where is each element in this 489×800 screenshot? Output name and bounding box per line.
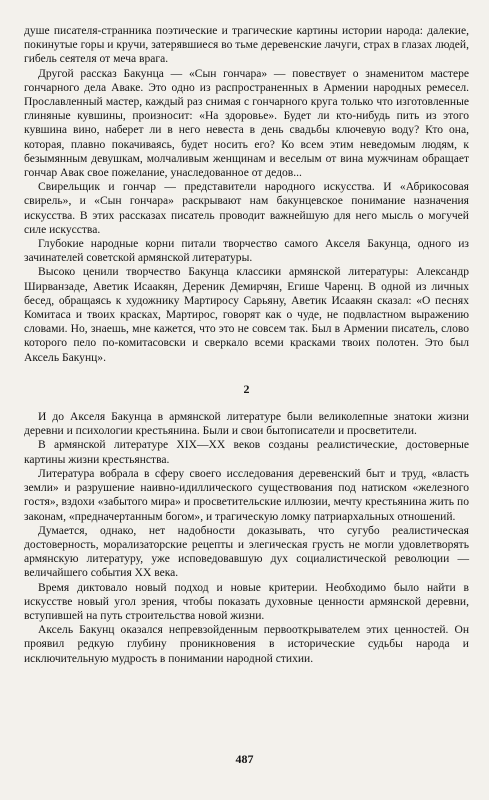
paragraph: Думается, однако, нет надобности доказывать, что сугубо реалистическая достоверность, морализаторские рецепты и элегическая грусть не могли удовлетворять армянскую литературу, уже исповедовавшую дух социалистической революции — величайшего события XX века. (24, 524, 469, 580)
spacer (24, 365, 469, 371)
paragraph: Свирельщик и гончар — представители народного искусства. И «Абрикосовая свирель», и «Сын гончара» раскрывают нам бакунцевское понимание назначения искусства. В этих рассказах писатель проводит важнейшую для него мысль о могучей силе искусства. (24, 181, 469, 236)
paragraph: Время диктовало новый подход и новые критерии. Необходимо было найти в искусстве новый угол зрения, чтобы показать духовные ценности армянской деревни, вступившей на путь строительства новой жизни. (24, 581, 469, 622)
page-body (24, 24, 469, 784)
paragraph: И до Акселя Бакунца в армянской литературе были великолепные знатоки жизни деревни и психологии крестьянина. Были и свои бытописатели и просветители. (24, 411, 469, 438)
paragraph: Высоко ценили творчество Бакунца классики армянской литературы: Александр Ширванзаде, Аветик Исаакян, Дереник Демирчян, Егише Чаренц. В одной из личных бесед, обращаясь к художнику Мартиросу Сарьяну, Аветик Исаакян сказал: «О песнях Комитаса и твоих красках, Мартирос, говорят как о чуде, не подвластном выражению словами. Но, знаешь, мне кажется, что это не совсем так. Был в Армении писатель, слово которого пело по-комитасовски и сверкало всеми красками твоих полотен. Это был Аксель Бакунц». (24, 266, 469, 364)
paragraph: Литература вобрала в сферу своего исследования деревенский быт и труд, «власть земли» и разрушение наивно-идиллического существования под натиском «железного гостя», вздохи «забытого мира» и просветительские иллюзии, мечту крестьянина жить по законам, «предначертанным богом», и трагическую ломку патриархальных отношений. (24, 467, 469, 523)
section-number: 2 (243, 381, 250, 396)
paragraph: В армянской литературе XIX—XX веков созданы реалистические, достоверные картины жизни крестьянства. (24, 439, 469, 466)
paragraph: душе писателя-странника поэтические и трагические картины истории народа: далекие, покинутые горы и кручи, затерявшиеся во тьме деревенские лачуги, страх в глазах людей, гибель сеятеля от меча врага. (24, 25, 469, 66)
paragraph: Другой рассказ Бакунца — «Сын гончара» — повествует о знаменитом мастере гончарного дела Аваке. Это одно из распространенных в Армении народных ремесел. Прославленный мастер, каждый раз снимая с гончарного круга только что изготовленные глиняные кувшины, произносит: «На здоровье». Будет ли кто-нибудь пить из этого кувшина вино, наберет ли в него невеста в день свадьбы ключевую воду? Кто она, которая, плавно покачиваясь, будет носить его? Ко всем этим неведомым людям, к безымянным девушкам, молчаливым женщинам и веселым от вина мужчинам обращает гончар Авак свое пожелание, унаследованное от дедов... (24, 67, 469, 180)
paragraph: Глубокие народные корни питали творчество самого Акселя Бакунца, одного из зачинателей советской армянской литературы. (24, 238, 469, 265)
page-number: 487 (235, 752, 254, 766)
paragraph: Аксель Бакунц оказался непревзойденным первооткрывателем этих ценностей. Он проявил редкую глубину проникновения в исторические судьбы народа и исключительную мудрость в понимании народной стихии. (24, 624, 469, 665)
